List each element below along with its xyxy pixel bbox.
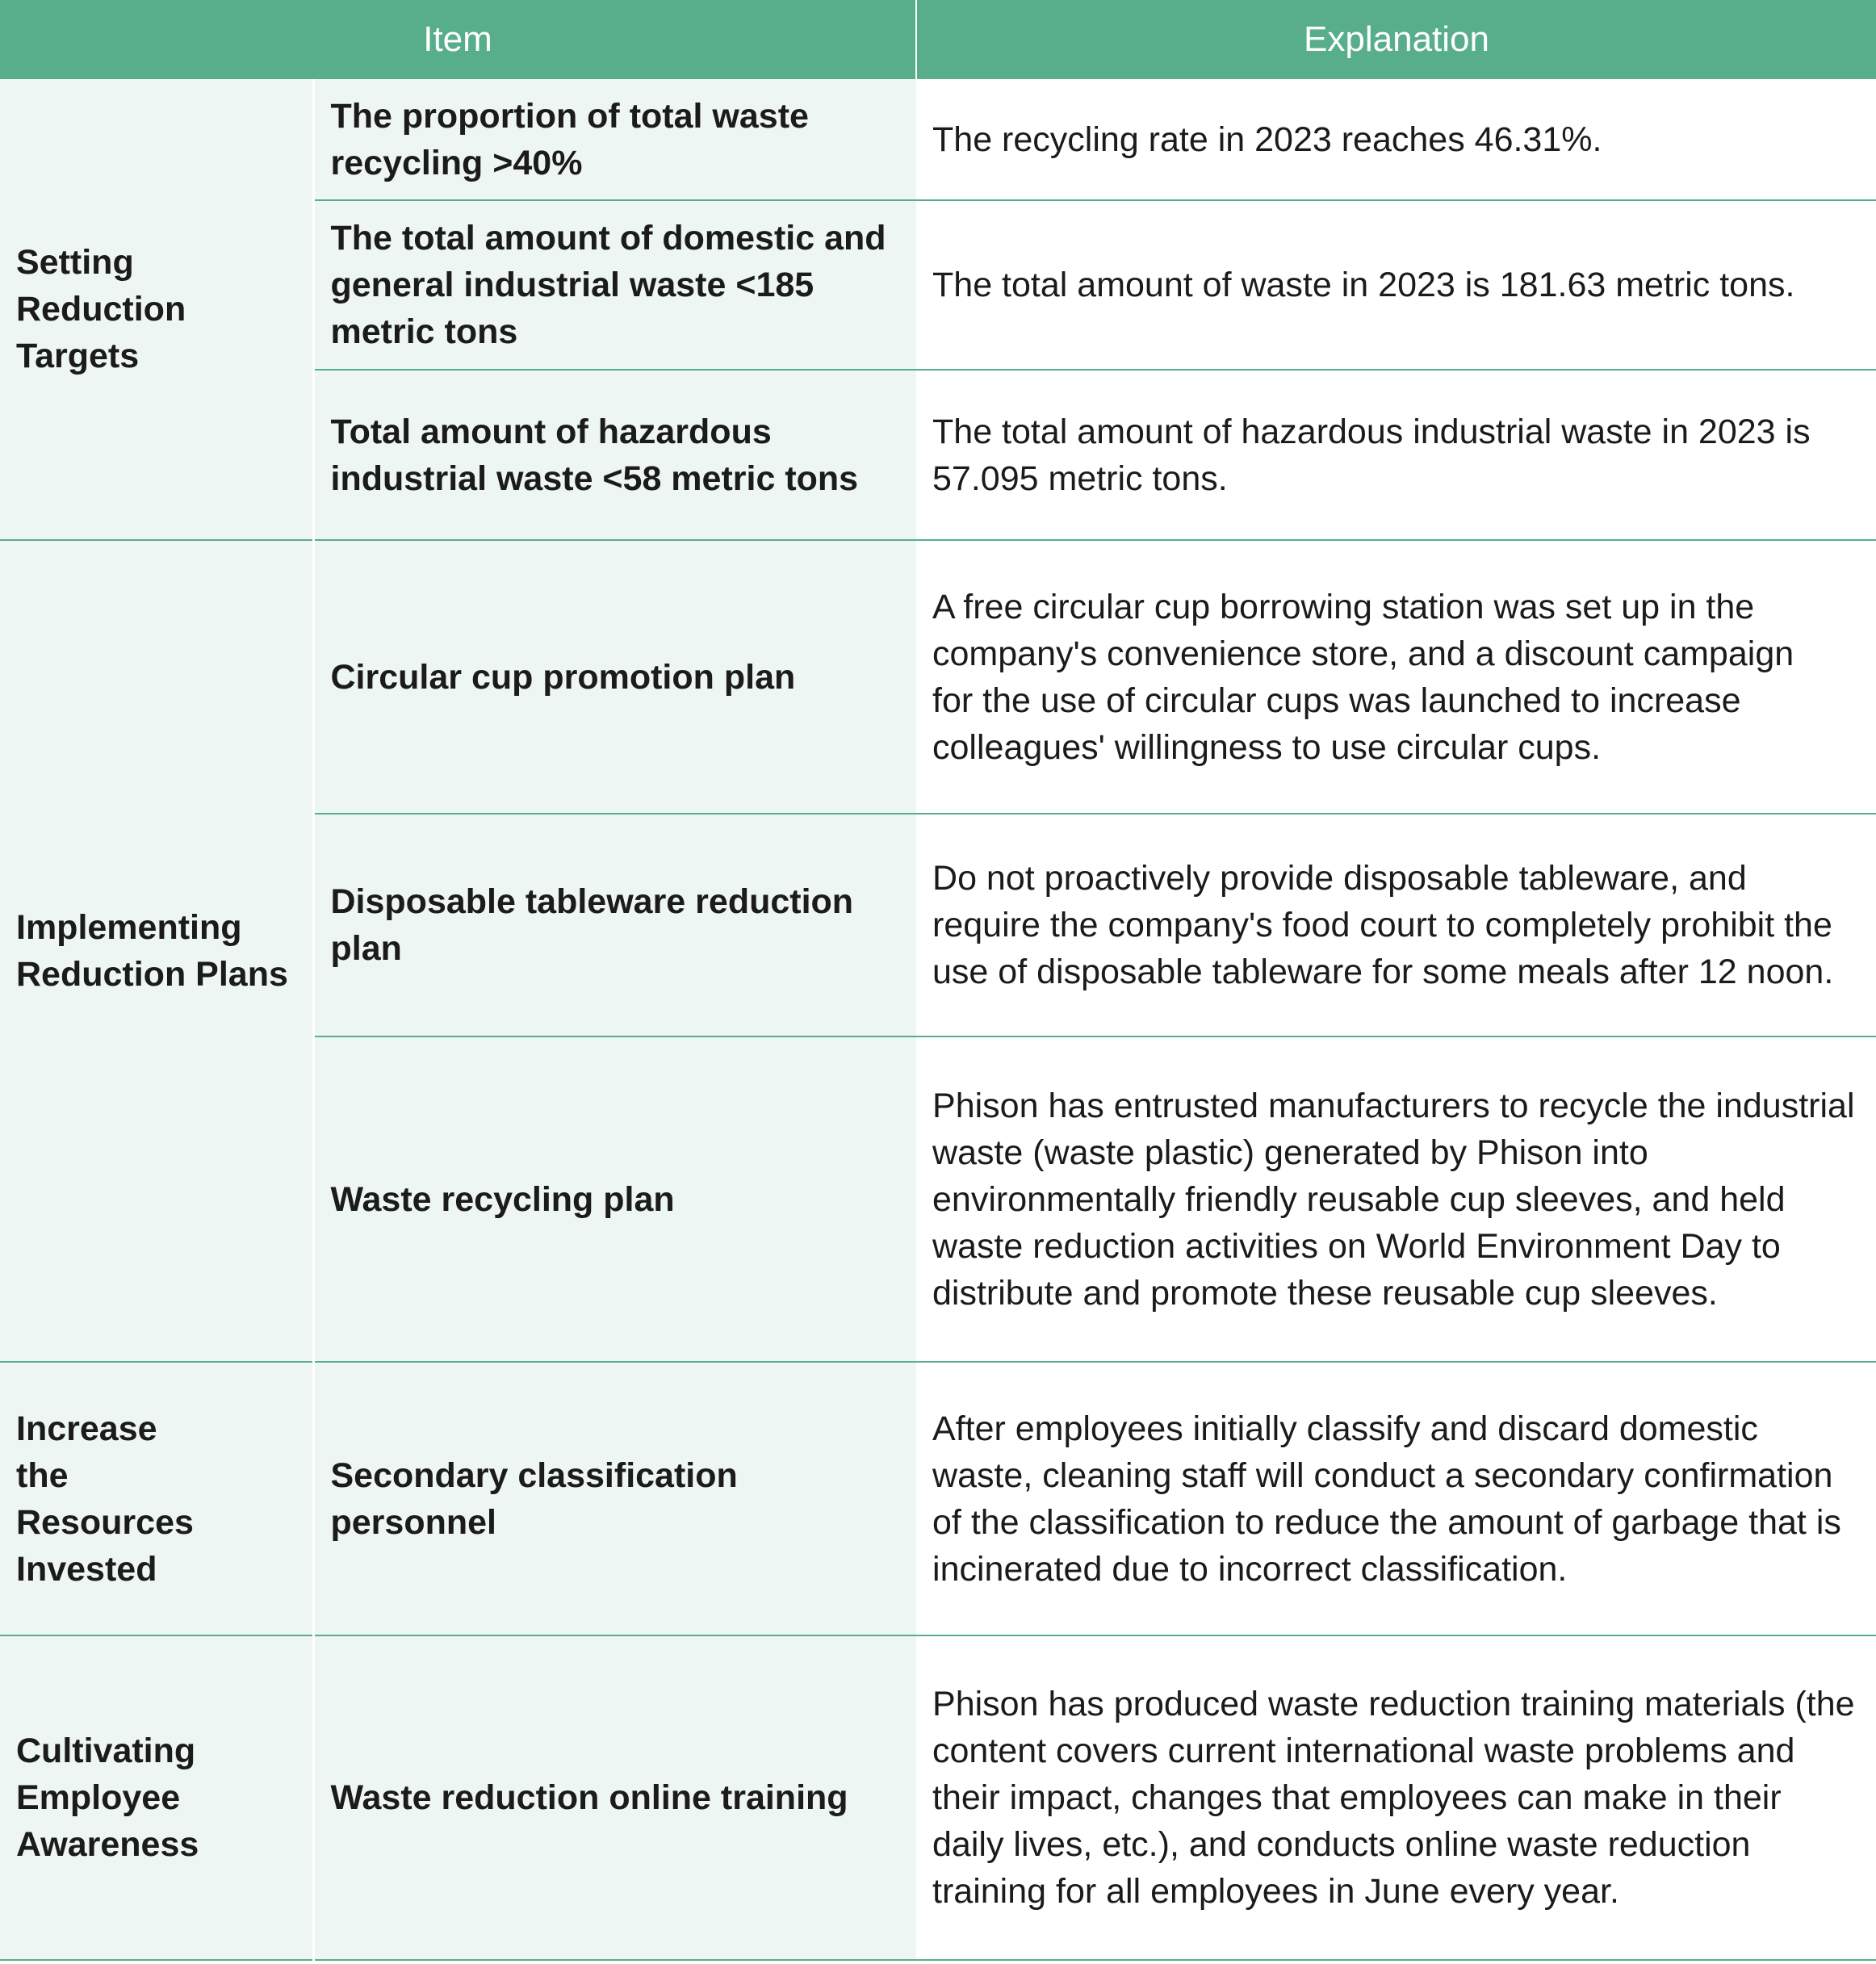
item-cell: Waste reduction online training <box>313 1635 916 1960</box>
table-row <box>0 79 1876 200</box>
explanation-cell: After employees initially classify and discard domestic waste, cleaning staff will conduct a secondary confirmation of the classification to reduce the amount of garbage that is incinerated due to incorrect classification. <box>916 1362 1876 1635</box>
explanation-cell: The total amount of waste in 2023 is 181.63 metric tons. <box>916 200 1876 370</box>
category-cell: Setting Reduction Targets <box>0 79 313 540</box>
item-cell: Total amount of hazardous industrial waste <58 metric tons <box>313 370 916 540</box>
explanation-cell: The recycling rate in 2023 reaches 46.31%. <box>916 79 1876 200</box>
category-cell: Implementing Reduction Plans <box>0 540 313 1362</box>
item-cell: Secondary classification personnel <box>313 1362 916 1635</box>
category-cell: Increase the Resources Invested <box>0 1362 313 1635</box>
header-explanation: Explanation <box>916 0 1876 79</box>
explanation-cell: Do not proactively provide disposable tableware, and require the company's food court to completely prohibit the use of disposable tableware for some meals after 12 noon. <box>916 814 1876 1036</box>
item-cell: Circular cup promotion plan <box>313 540 916 814</box>
explanation-cell: Phison has entrusted manufacturers to recycle the industrial waste (waste plastic) generated by Phison into environmentally friendly reusable cup sleeves, and held waste reduction activities on World Environment Day to distribute and promote these reusable cup sleeves. <box>916 1036 1876 1362</box>
category-cell: Cultivating Employee Awareness <box>0 1635 313 1960</box>
header-item: Item <box>0 0 916 79</box>
table-row <box>0 540 1876 814</box>
item-cell: Disposable tableware reduction plan <box>313 814 916 1036</box>
table-row <box>0 1635 1876 1960</box>
explanation-cell: The total amount of hazardous industrial waste in 2023 is 57.095 metric tons. <box>916 370 1876 540</box>
header-row <box>0 0 1876 79</box>
item-cell: Waste recycling plan <box>313 1036 916 1362</box>
explanation-cell: Phison has produced waste reduction training materials (the content covers current international waste problems and their impact, changes that employees can make in their daily lives, etc.), and conducts online waste reduction training for all employees in June every year. <box>916 1635 1876 1960</box>
table-row <box>0 1362 1876 1635</box>
item-cell: The proportion of total waste recycling >40% <box>313 79 916 200</box>
explanation-cell: A free circular cup borrowing station was set up in the company's convenience store, and a discount campaign for the use of circular cups was launched to increase colleagues' willingness to use circular cups. <box>916 540 1876 814</box>
item-cell: The total amount of domestic and general industrial waste <185 metric tons <box>313 200 916 370</box>
